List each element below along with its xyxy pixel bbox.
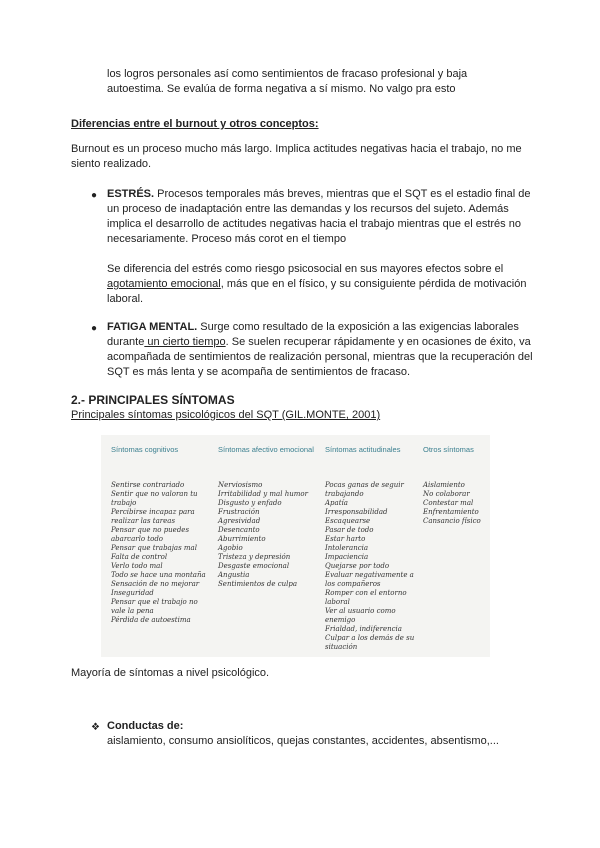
symptoms-list [325, 481, 415, 652]
column-header: Síntomas afectivo emocional [218, 445, 314, 454]
cierto-tiempo-link: un cierto tiempo [144, 336, 226, 348]
symptom-item: Sentirse contrariado [111, 481, 185, 489]
symptom-item: Contestar mal [423, 499, 474, 507]
symptoms-list [423, 481, 485, 526]
symptom-item: Aislamiento [423, 481, 465, 489]
symptoms-table [101, 435, 490, 657]
symptom-item: Sentimientos de culpa [218, 580, 298, 588]
symptom-item: Todo se hace una montaña [111, 571, 206, 579]
mayoria-paragraph: Mayoría de síntomas a nivel psicológico. [71, 667, 270, 679]
fatiga-paragraph [107, 320, 547, 380]
symptom-item: Agresividad [218, 517, 261, 525]
symptom-item: Estar harto [325, 535, 366, 543]
symptoms-column-cognitive [111, 445, 211, 625]
intro-line-2: autoestima. Se evalúa de forma negativa a sí mismo. No valgo pra esto [107, 83, 456, 95]
symptom-item: Enfrentamiento [423, 508, 479, 516]
symptom-item: Desgaste emocional [218, 562, 290, 570]
symptom-item: Sentir que no valoran tu trabajo [111, 490, 198, 507]
symptom-item: Agobio [218, 544, 243, 552]
symptom-item: Angustia [218, 571, 250, 579]
symptom-item: Inseguridad [111, 589, 154, 597]
symptom-item: Intolerancia [325, 544, 369, 552]
estres-para2-post: , más que en el físico, y su consiguiente pérdida de motivación laboral. [107, 278, 527, 305]
bullet-icon: ● [91, 323, 98, 334]
symptom-item: Impaciencia [325, 553, 369, 561]
symptom-item: Verlo todo mal [111, 562, 163, 570]
symptom-item: Evaluar negativamente a los compañeros [325, 571, 414, 588]
symptom-item: Quejarse por todo [325, 562, 390, 570]
symptom-item: Sensación de no mejorar [111, 580, 200, 588]
estres-para2-pre: Se diferencia del estrés como riesgo psicosocial en sus mayores efectos sobre el [107, 263, 504, 275]
symptom-item: Aburrimiento [218, 535, 266, 543]
symptoms-column-other [423, 445, 485, 526]
fatiga-label: FATIGA MENTAL. [107, 321, 198, 333]
symptom-item: Tristeza y depresión [218, 553, 291, 561]
fatiga-text-pre: Surge como resultado de la exposición a las exigencias laborales durante [107, 321, 519, 348]
agotamiento-emocional-link: agotamiento emocional [107, 278, 221, 290]
estres-label: ESTRÉS. [107, 188, 155, 200]
estres-paragraph [107, 187, 537, 247]
symptoms-list [111, 481, 211, 625]
symptoms-column-attitudinal [325, 445, 415, 652]
conductas-label: Conductas de: [107, 720, 184, 732]
symptom-item: Pensar que no puedes abarcarlo todo [111, 526, 190, 543]
differences-heading: Diferencias entre el burnout y otros conceptos: [71, 118, 319, 130]
symptom-item: Romper con el entorno laboral [325, 589, 407, 606]
section-2-title: 2.- PRINCIPALES SÍNTOMAS [71, 393, 235, 407]
column-header: Síntomas actitudinales [325, 445, 401, 454]
symptom-item: Pocas ganas de seguir trabajando [325, 481, 404, 498]
symptom-item: Desencanto [218, 526, 260, 534]
symptom-item: Escaquearse [325, 517, 371, 525]
symptom-item: Nerviosismo [218, 481, 263, 489]
symptom-item: Ver al usuario como enemigo [325, 607, 396, 624]
column-header: Síntomas cognitivos [111, 445, 179, 454]
symptoms-column-affective [218, 445, 318, 589]
symptom-item: Frialdad, indiferencia [325, 625, 402, 633]
symptom-item: Irresponsabilidad [325, 508, 388, 516]
intro-line-1: los logros personales así como sentimientos de fracaso profesional y baja [107, 68, 468, 80]
symptom-item: Culpar a los demás de su situación [325, 634, 415, 651]
symptoms-list [218, 481, 318, 589]
diamond-bullet-icon: ❖ [91, 722, 100, 733]
burnout-paragraph: Burnout es un proceso mucho más largo. Implica actitudes negativas hacia el trabajo, no me siento realizado. [71, 143, 522, 170]
estres-paragraph-2 [107, 262, 537, 307]
symptom-item: Percibirse incapaz para realizar las tareas [111, 508, 195, 525]
symptom-item: No colaborar [423, 490, 470, 498]
section-2-subtitle: Principales síntomas psicológicos del SQT (GIL.MONTE, 2001) [71, 409, 381, 421]
intro-paragraph [107, 67, 527, 97]
estres-text: Procesos temporales más breves, mientras que el SQT es el estadio final de un proceso de inadaptación entre las demandas y los recursos del sujeto. Además implica el desarrollo de actitudes negativas hacia el trabajo mientras que el estrés no necesariamente. Proceso más corot en el tiempo [107, 188, 531, 245]
bullet-icon: ● [91, 190, 98, 201]
symptom-item: Irritabilidad y mal humor [218, 490, 308, 498]
symptom-item: Apatía [325, 499, 348, 507]
column-header: Otros síntomas [423, 445, 474, 454]
symptom-item: Frustración [218, 508, 260, 516]
symptom-item: Cansancio físico [423, 517, 481, 525]
conductas-list: aislamiento, consumo ansiolíticos, quejas constantes, accidentes, absentismo,... [107, 735, 499, 747]
symptom-item: Pensar que trabajas mal [111, 544, 197, 552]
symptom-item: Disgusto y enfado [218, 499, 282, 507]
fatiga-text-post: . Se suelen recuperar rápidamente y en ocasiones de éxito, va acompañada de sentimientos de realización personal, mientras que la recuperación del SQT es más lenta y se acompaña de sentimientos de fracaso. [107, 336, 533, 378]
symptom-item: Pasar de todo [325, 526, 374, 534]
symptom-item: Pérdida de autoestima [111, 616, 191, 624]
symptom-item: Pensar que el trabajo no vale la pena [111, 598, 198, 615]
symptom-item: Falta de control [111, 553, 168, 561]
